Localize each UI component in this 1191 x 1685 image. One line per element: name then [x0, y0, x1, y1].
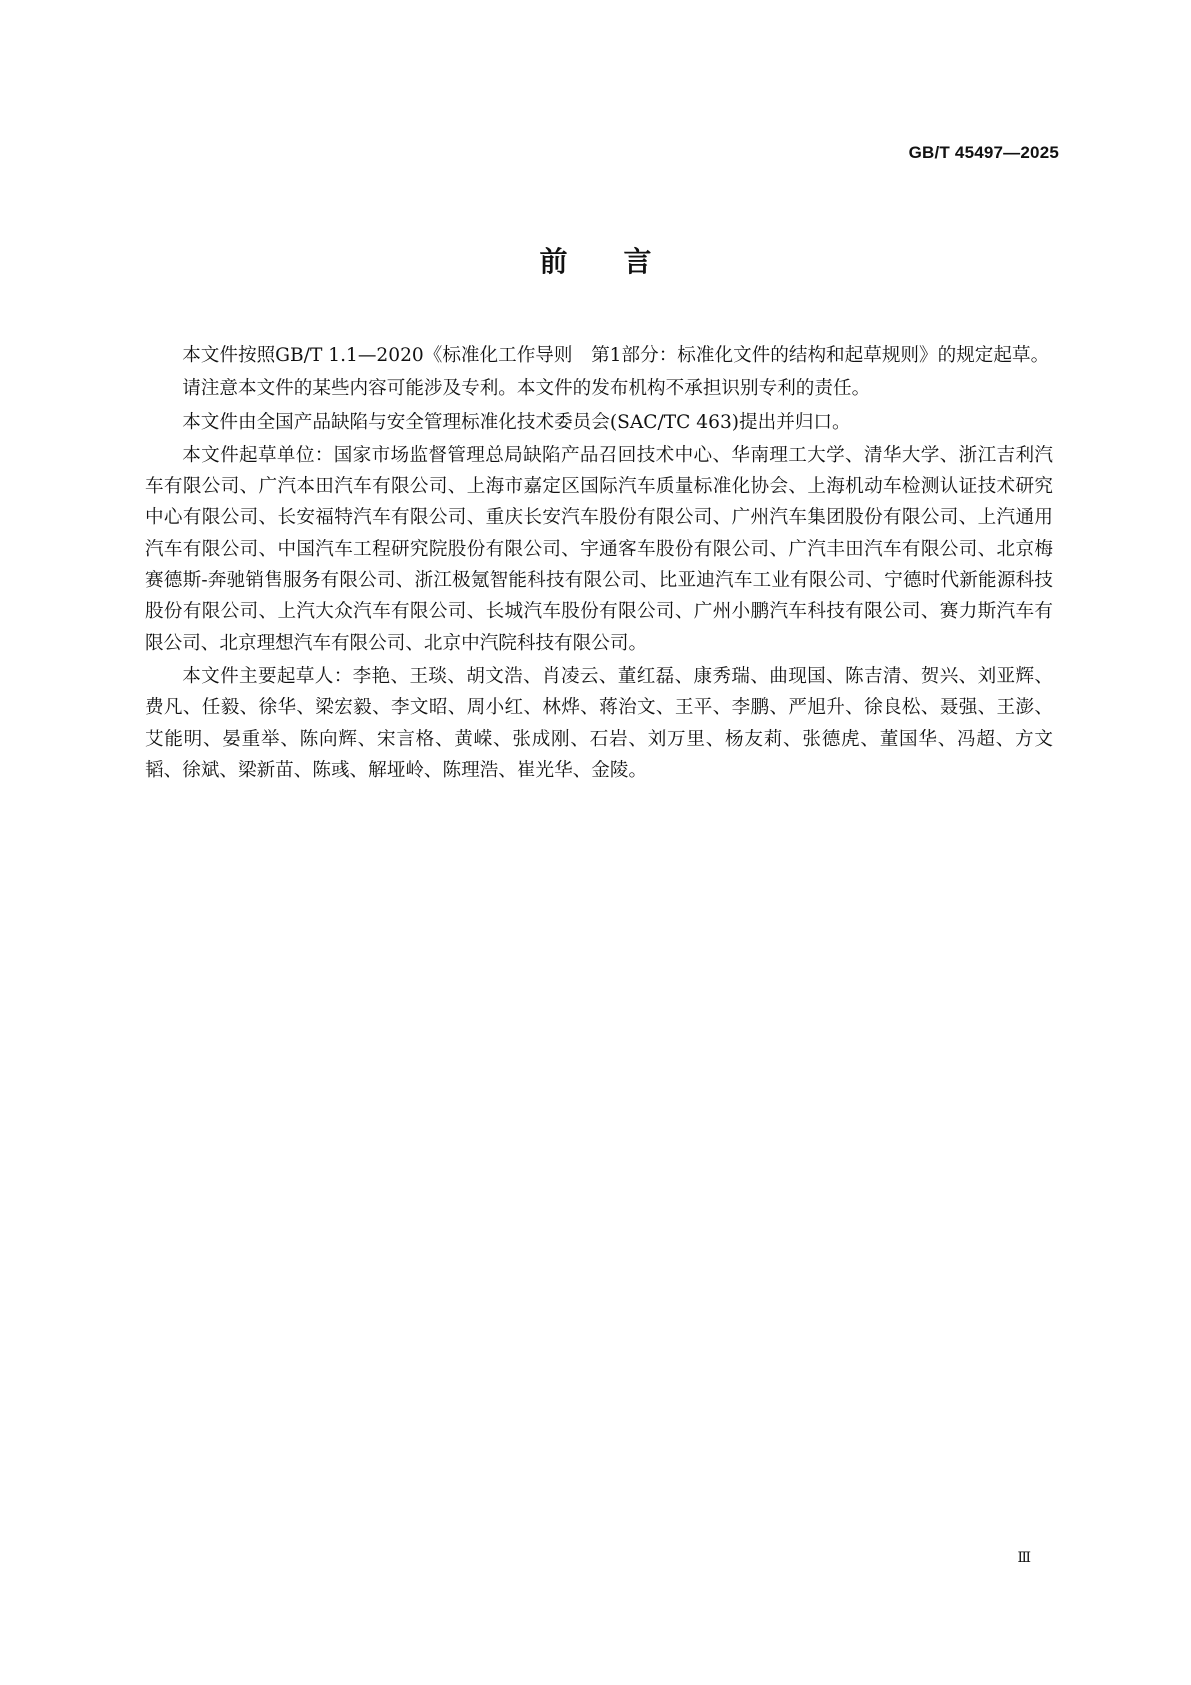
- standard-code: GB/T 45497—2025: [908, 143, 1059, 162]
- paragraph-proposer: 本文件由全国产品缺陷与安全管理标准化技术委员会(SAC/TC 463)提出并归口。: [182, 411, 851, 433]
- paragraph-drafting-organizations: 本文件起草单位：国家市场监督管理总局缺陷产品召回技术中心、华南理工大学、清华大学、浙江吉利汽车有限公司、广汽本田汽车有限公司、上海市嘉定区国际汽车质量标准化协会、上海机动车检测认证技术研究中心有限公司、长安福特汽车有限公司、重庆长安汽车股份有限公司、广州汽车集团股份有限公司、上汽通用汽车有限公司、中国汽车工程研究院股份有限公司、宇通客车股份有限公司、广汽丰田汽车有限公司、北京梅赛德斯-奔驰销售服务有限公司、浙江极氪智能科技有限公司、比亚迪汽车工业有限公司、宁德时代新能源科技股份有限公司、上汽大众汽车有限公司、长城汽车股份有限公司、广州小鹏汽车科技有限公司、赛力斯汽车有限公司、北京理想汽车有限公司、北京中汽院科技有限公司。: [145, 444, 1053, 654]
- paragraph-drafting-rules: 本文件按照GB/T 1.1—2020《标准化工作导则 第1部分：标准化文件的结构和起草规则》的规定起草。: [182, 345, 1050, 366]
- paragraph-patent-notice: 请注意本文件的某些内容可能涉及专利。本文件的发布机构不承担识别专利的责任。: [182, 378, 871, 400]
- page-title: 前言: [539, 245, 708, 278]
- page-number: Ⅲ: [1017, 1550, 1031, 1566]
- paragraph-main-drafters: 本文件主要起草人：李艳、王琰、胡文浩、肖凌云、董红磊、康秀瑞、曲现国、陈吉清、贺兴、刘亚辉、费凡、任毅、徐华、梁宏毅、李文昭、周小红、林烨、蒋治文、王平、李鹏、严旭升、徐良松、聂强、王澎、艾能明、晏重举、陈向辉、宋言格、黄嵘、张成刚、石岩、刘万里、杨友莉、张德虎、董国华、冯超、方文韬、徐斌、梁新苗、陈彧、解垭岭、陈理浩、崔光华、金陵。: [145, 665, 1053, 781]
- document-body: [145, 340, 1053, 788]
